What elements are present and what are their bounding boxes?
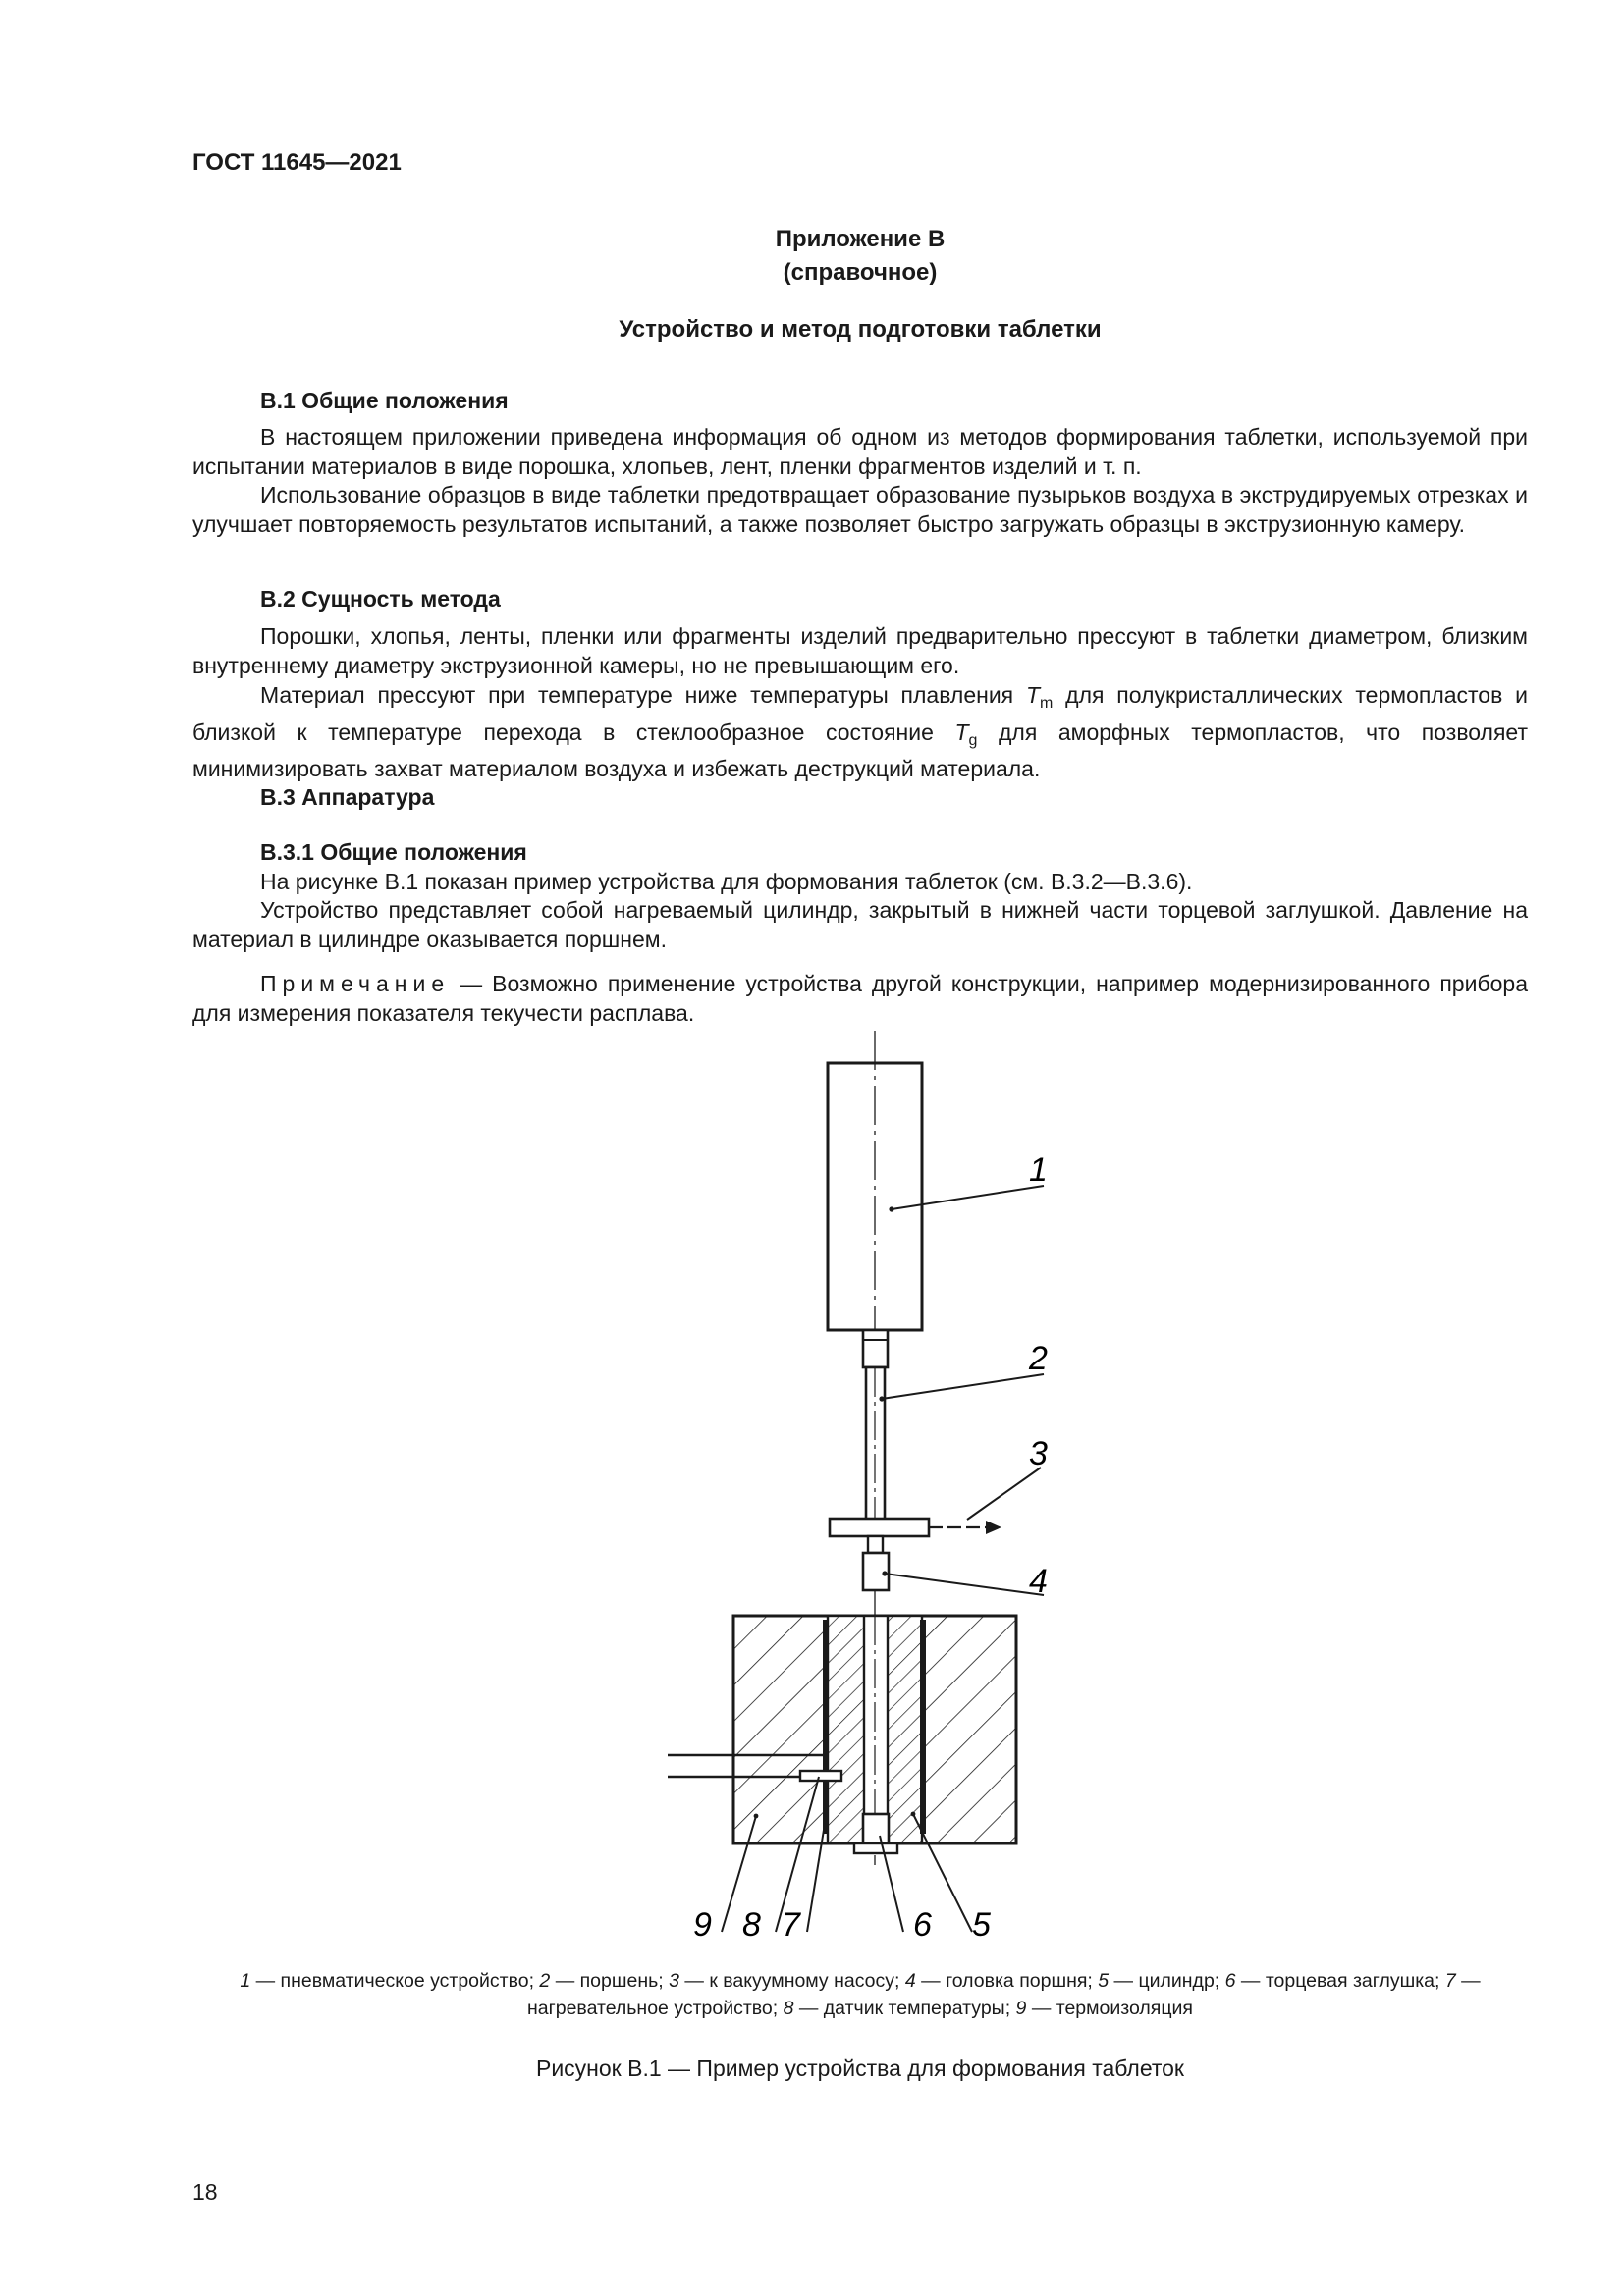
- piston-connector: [868, 1536, 883, 1553]
- legend-text: — датчик температуры;: [793, 1998, 1016, 2019]
- legend-text: — пневматическое устройство;: [250, 1970, 540, 1992]
- cylinder-bore: [864, 1616, 888, 1843]
- label-4: 4: [1029, 1563, 1048, 1600]
- section-b1-paragraph-2: Использование образцов в виде таблетки предотвращает образование пузырьков воздуха в экструдируемых отрезках и улучшает повторяемость результатов испытаний, а также позволяет быстро загружать образцы в экструзионную камеру.: [192, 482, 1528, 537]
- legend-text: — торцевая заглушка;: [1235, 1970, 1445, 1992]
- legend-number: 6: [1224, 1970, 1236, 1992]
- legend-text: — поршень;: [550, 1970, 670, 1992]
- section-b3-title: В.3 Аппаратура: [260, 784, 435, 810]
- leader-4: [885, 1574, 1044, 1595]
- legend-text: — цилиндр;: [1109, 1970, 1225, 1992]
- section-b31-paragraph-2: Устройство представляет собой нагреваемый цилиндр, закрытый в нижней части торцевой заглушкой. Давление на материал в цилиндре оказывается поршнем.: [192, 897, 1528, 952]
- section-b2-paragraph-2: Материал прессуют при температуре ниже температуры плавления $T_m$ для полукристаллических термопластов и близкой к температуре перехода в стеклообразное состояние $T_g$ для аморфных термопластов, что позволяет минимизировать захват материалом воздуха и избежать деструкций материала.: [192, 682, 1528, 781]
- heater-right: [920, 1620, 926, 1834]
- appendix-heading: Устройство и метод подготовки таблетки: [619, 316, 1102, 343]
- label-6: 6: [913, 1906, 932, 1944]
- legend-text: — нагревательное устройство;: [527, 1970, 1481, 2019]
- leader-3: [967, 1468, 1041, 1520]
- figure-caption: Рисунок В.1 — Пример устройства для формования таблеток: [535, 2056, 1184, 2081]
- note: Примечание — Возможно применение устройства другой конструкции, например модернизированного прибора для измерения показателя текучести расплава.: [192, 971, 1528, 1026]
- leader-2: [882, 1374, 1044, 1399]
- end-plug-base: [854, 1843, 897, 1853]
- note-label: Примечание: [260, 971, 451, 996]
- leader-1: [892, 1186, 1044, 1209]
- legend-text: — к вакуумному насосу;: [678, 1970, 905, 1992]
- vacuum-plate: [830, 1519, 929, 1536]
- heater-left: [823, 1620, 829, 1834]
- section-b31-title: В.3.1 Общие положения: [260, 839, 527, 865]
- piston-coupling: [863, 1330, 888, 1367]
- label-3: 3: [1029, 1435, 1048, 1472]
- label-7: 7: [782, 1906, 800, 1944]
- appendix-status: (справочное): [783, 259, 938, 286]
- legend-number: 8: [783, 1998, 794, 2019]
- section-b1-title: В.1 Общие положения: [260, 388, 509, 413]
- label-8: 8: [742, 1906, 761, 1944]
- section-b2-title: В.2 Сущность метода: [260, 586, 501, 612]
- legend-number: 1: [240, 1970, 251, 1992]
- section-b2-paragraph-1: Порошки, хлопья, ленты, пленки или фрагменты изделий предварительно прессуют в таблетки диаметром, близким внутреннему диаметру экструзионной камеры, но не превышающим его.: [192, 623, 1528, 678]
- section-b1-paragraph-1: В настоящем приложении приведена информация об одном из методов формирования таблетки, используемой при испытании материалов в виде порошка, хлопьев, лент, пленки фрагментов изделий и т. п.: [192, 424, 1528, 479]
- label-2: 2: [1029, 1340, 1048, 1377]
- document-code: ГОСТ 11645—2021: [192, 149, 402, 176]
- legend-number: 2: [539, 1970, 551, 1992]
- figure-legend: [192, 1967, 1528, 2022]
- symbol-tm: T: [1025, 682, 1041, 708]
- legend-text: — головка поршня;: [915, 1970, 1099, 1992]
- section-b31-paragraph-1: На рисунке В.1 показан пример устройства для формования таблеток (см. В.3.2—В.3.6).: [260, 869, 1193, 894]
- legend-number: 4: [904, 1970, 916, 1992]
- legend-number: 7: [1444, 1970, 1456, 1992]
- temperature-sensor: [800, 1771, 841, 1781]
- legend-number: 5: [1098, 1970, 1110, 1992]
- appendix-title: Приложение В: [775, 226, 946, 252]
- label-1: 1: [1029, 1151, 1048, 1189]
- symbol-tg: T: [954, 719, 969, 745]
- legend-text: — термоизоляция: [1026, 1998, 1193, 2019]
- label-5: 5: [972, 1906, 991, 1944]
- page-number: 18: [192, 2179, 218, 2205]
- end-plug: [863, 1814, 889, 1843]
- vacuum-arrow-head: [986, 1521, 1001, 1534]
- legend-number: 9: [1015, 1998, 1027, 2019]
- legend-number: 3: [669, 1970, 679, 1992]
- label-9: 9: [693, 1906, 712, 1944]
